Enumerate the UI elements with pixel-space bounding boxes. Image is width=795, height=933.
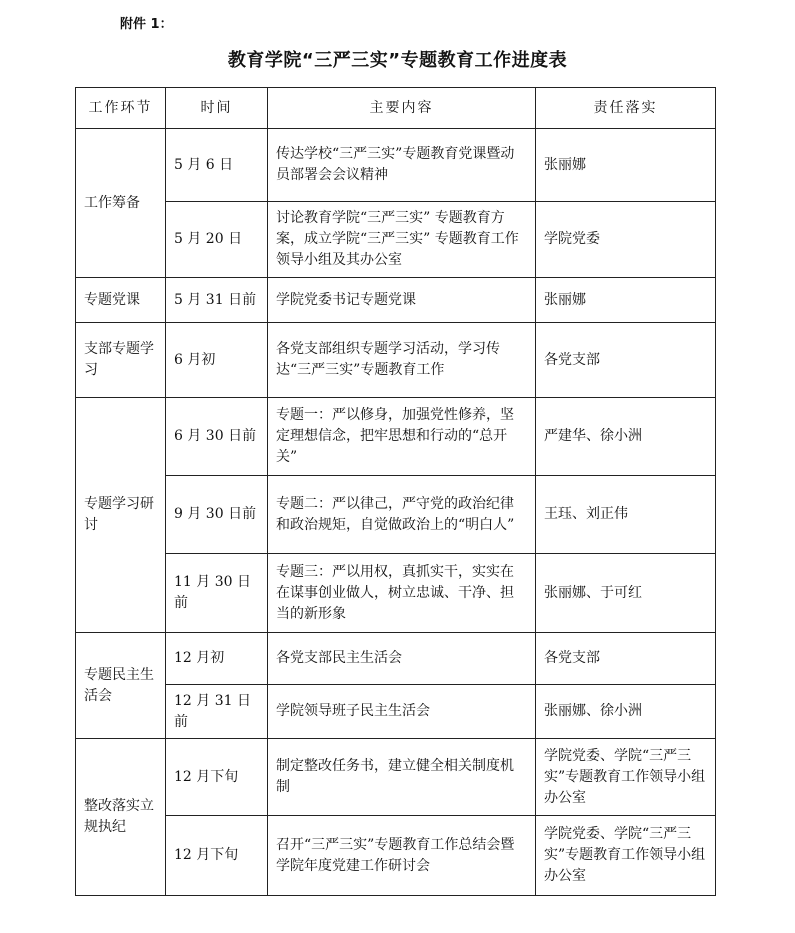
phase-cell: 整改落实立规执纪 bbox=[76, 739, 166, 896]
owner-cell: 学院党委、学院“三严三实”专题教育工作领导小组办公室 bbox=[536, 739, 716, 816]
schedule-table bbox=[75, 87, 716, 896]
content-cell: 专题三：严以用权，真抓实干，实实在在谋事创业做人，树立忠诚、干净、担当的新形象 bbox=[268, 554, 536, 633]
time-cell: 6 月初 bbox=[166, 323, 268, 398]
header-phase: 工作环节 bbox=[76, 88, 166, 129]
table-row bbox=[76, 554, 716, 633]
content-cell: 讨论教育学院“三严三实” 专题教育方案，成立学院“三严三实” 专题教育工作领导小组及其办公室 bbox=[268, 202, 536, 278]
table-row bbox=[76, 633, 716, 685]
table-row bbox=[76, 685, 716, 739]
owner-cell: 张丽娜、徐小洲 bbox=[536, 685, 716, 739]
phase-cell: 支部专题学习 bbox=[76, 323, 166, 398]
content-cell: 学院领导班子民主生活会 bbox=[268, 685, 536, 739]
header-time: 时间 bbox=[166, 88, 268, 129]
owner-cell: 张丽娜 bbox=[536, 129, 716, 202]
time-cell: 12 月 31 日前 bbox=[166, 685, 268, 739]
table-row bbox=[76, 816, 716, 896]
owner-cell: 学院党委、学院“三严三实”专题教育工作领导小组办公室 bbox=[536, 816, 716, 896]
table-header-row bbox=[76, 88, 716, 129]
time-cell: 6 月 30 日前 bbox=[166, 398, 268, 476]
content-cell: 专题二：严以律己，严守党的政治纪律和政治规矩，自觉做政治上的“明白人” bbox=[268, 476, 536, 554]
time-cell: 5 月 31 日前 bbox=[166, 278, 268, 323]
table-row bbox=[76, 739, 716, 816]
owner-cell: 各党支部 bbox=[536, 323, 716, 398]
time-cell: 9 月 30 日前 bbox=[166, 476, 268, 554]
owner-cell: 张丽娜、于可红 bbox=[536, 554, 716, 633]
table-row bbox=[76, 323, 716, 398]
content-cell: 召开“三严三实”专题教育工作总结会暨学院年度党建工作研讨会 bbox=[268, 816, 536, 896]
time-cell: 12 月下旬 bbox=[166, 739, 268, 816]
table-row bbox=[76, 129, 716, 202]
time-cell: 5 月 6 日 bbox=[166, 129, 268, 202]
attachment-label: 附件 1： bbox=[120, 17, 173, 32]
table-row bbox=[76, 278, 716, 323]
content-cell: 各党支部民主生活会 bbox=[268, 633, 536, 685]
owner-cell: 张丽娜 bbox=[536, 278, 716, 323]
phase-cell: 专题学习研讨 bbox=[76, 398, 166, 633]
time-cell: 12 月下旬 bbox=[166, 816, 268, 896]
table-row bbox=[76, 398, 716, 476]
header-owner: 责任落实 bbox=[536, 88, 716, 129]
time-cell: 5 月 20 日 bbox=[166, 202, 268, 278]
owner-cell: 严建华、徐小洲 bbox=[536, 398, 716, 476]
phase-cell: 专题党课 bbox=[76, 278, 166, 323]
table-row bbox=[76, 476, 716, 554]
table-row bbox=[76, 202, 716, 278]
owner-cell: 各党支部 bbox=[536, 633, 716, 685]
content-cell: 传达学校“三严三实”专题教育党课暨动员部署会会议精神 bbox=[268, 129, 536, 202]
content-cell: 制定整改任务书，建立健全相关制度机制 bbox=[268, 739, 536, 816]
header-content: 主要内容 bbox=[268, 88, 536, 129]
content-cell: 学院党委书记专题党课 bbox=[268, 278, 536, 323]
phase-cell: 专题民主生活会 bbox=[76, 633, 166, 739]
content-cell: 专题一：严以修身，加强党性修养，坚定理想信念，把牢思想和行动的“总开关” bbox=[268, 398, 536, 476]
time-cell: 12 月初 bbox=[166, 633, 268, 685]
phase-cell: 工作筹备 bbox=[76, 129, 166, 278]
content-cell: 各党支部组织专题学习活动，学习传达“三严三实”专题教育工作 bbox=[268, 323, 536, 398]
owner-cell: 学院党委 bbox=[536, 202, 716, 278]
document-title: 教育学院“三严三实”专题教育工作进度表 bbox=[227, 50, 568, 71]
owner-cell: 王珏、刘正伟 bbox=[536, 476, 716, 554]
time-cell: 11 月 30 日前 bbox=[166, 554, 268, 633]
